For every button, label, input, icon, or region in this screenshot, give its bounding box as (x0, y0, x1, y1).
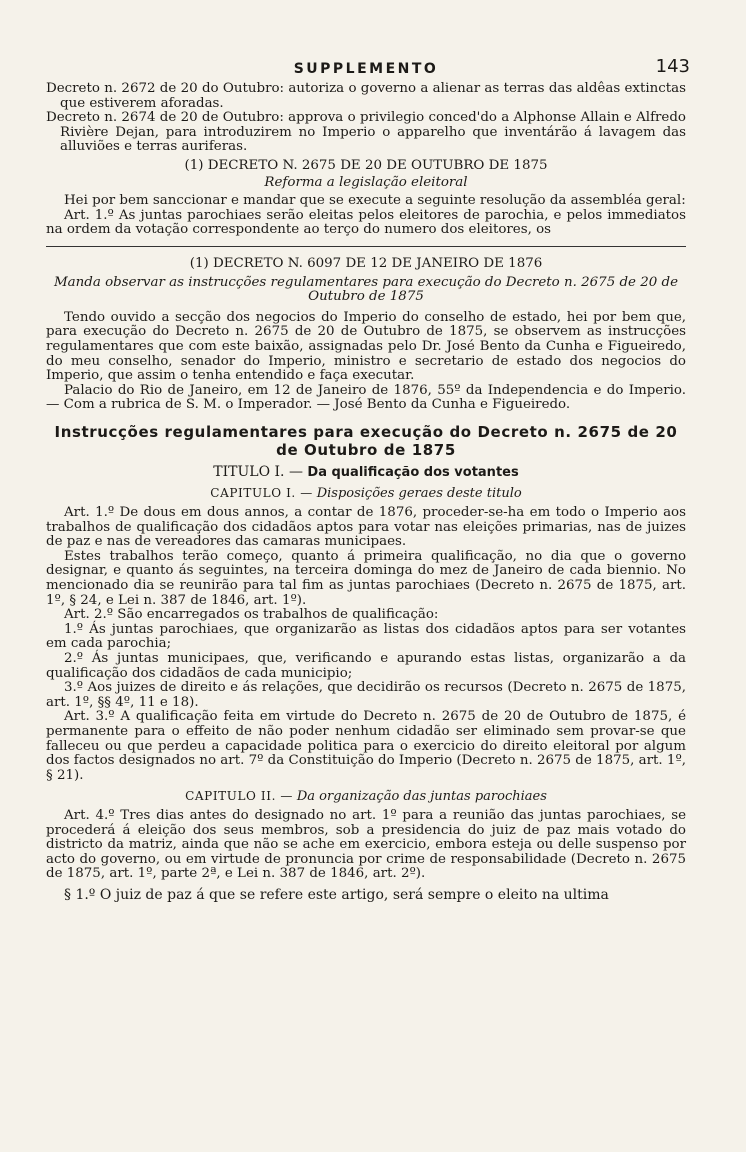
art-3: Art. 3.º A qualificação feita em virtude do Decreto n. 2675 de 20 de Outubro de 1875, é permanente para o effeito de não poder nenhum cidadão ser eliminado sem provar-se que falleceu ou que perdeu a capacidade politica para o exercicio do direito eleitoral por algum dos factos designados no art. 7º da Constituição do Imperio (Decreto n. 2675 de 1875, art. 1º, § 21). (46, 709, 686, 783)
decree-entry-2672: Decreto n. 2672 de 20 do Outubro: autoriza o governo a alienar as terras das aldêas extinctas que estiverem aforadas. (46, 81, 686, 111)
art-2: Art. 2.º São encarregados os trabalhos de qualificação: (64, 607, 439, 623)
titulo-1-label: TITULO I. — (213, 463, 303, 480)
titulo-1-text: Da qualificação dos votantes (307, 464, 519, 480)
art-2-item-3: 3.º Aos juizes de direito e ás relações, que decidirão os recursos (Decreto n. 2675 de 1875, art. 1º, §§ 4º, 11 e 18). (46, 680, 686, 710)
capitulo-2-text: Da organização das juntas parochiaes (296, 789, 547, 805)
titulo-1 (46, 465, 686, 481)
decree-entry-2674: Decreto n. 2674 de 20 de Outubro: approva o privilegio conced'do a Alphonse Allain e Alfredo Rivière Dejan, para introduzirem no Imperio o apparelho que inventárão á lavagem das alluviões e terras auriferas. (46, 110, 686, 155)
decree-6097-subtitle: Manda observar as instrucções regulamentares para execução do Decreto n. 2675 de 20 de Outubro de 1875 (53, 274, 679, 305)
capitulo-1 (46, 486, 686, 502)
page-header (46, 56, 690, 82)
capitulo-1-text: Disposições geraes deste titulo (316, 486, 522, 502)
decree-6097-body: Tendo ouvido a secção dos negocios do Imperio do conselho de estado, hei por bem que, para execução do Decreto n. 2675 de 20 de Outubro de 1875, se observem as instrucções regulamentares que com este baixão, assignadas pelo Dr. José Bento da Cunha e Figueiredo, do meu conselho, senador do Imperio, ministro e secretario de estado dos negocios do Imperio, que assim o tenha entendido e faça executar. (46, 309, 686, 384)
decree-6097-heading: (1) DECRETO N. 6097 DE 12 DE JANEIRO DE 1876 (189, 255, 543, 271)
art-4-paragraph-1: § 1.º O juiz de paz á que se refere este artigo, será sempre o eleito na ultima (64, 886, 609, 903)
capitulo-1-label: CAPITULO I. — (210, 486, 313, 501)
capitulo-2 (46, 789, 686, 805)
art-1-para-2: Estes trabalhos terão começo, quanto á primeira qualificação, no dia que o governo designar, e quanto ás seguintes, na terceira dominga do mez de Janeiro de cada biennio. No mencionado dia se reunirão para tal fim as juntas parochiaes (Decreto n. 2675 de 1875, art. 1º, § 24, e Lei n. 387 de 1846, art. 1º). (46, 548, 686, 608)
decree-2675-subtitle: Reforma a legislação eleitoral (264, 174, 468, 190)
page-number: 143 (655, 56, 690, 77)
decree-2675-article-1: Art. 1.º As juntas parochiaes serão eleitas pelos eleitores de parochia, e pelos immediatos na ordem da votação correspondente ao terço do numero dos eleitores, os (46, 207, 686, 238)
decree-2675-heading: (1) DECRETO N. 2675 DE 20 DE OUTUBRO DE 1875 (184, 157, 548, 173)
art-2-item-1: 1.º Ás juntas parochiaes, que organizarão as listas dos cidadãos aptos para ser votantes em cada parochia; (46, 621, 686, 652)
instructions-heading: Instrucções regulamentares para execução do Decreto n. 2675 de 20 de Outubro de 1875 (54, 422, 678, 459)
running-title: SUPPLEMENTO (293, 61, 439, 77)
art-2-item-2: 2.º Ás juntas municipaes, que, verificando e apurando estas listas, organizarão a da qualificação dos cidadãos de cada municipio; (46, 651, 686, 681)
art-4: Art. 4.º Tres dias antes do designado no art. 1º para a reunião das juntas parochiaes, se procederá á eleição dos seus membros, sob a presidencia do juiz de paz mais votado do districto da matriz, ainda que não se ache em exercicio, embora esteja ou delle suspenso por acto do governo, ou em virtude de pronuncia por crime de responsabilidade (Decreto n. 2675 de 1875, art. 1º, parte 2ª, e Lei n. 387 de 1846, art. 2º). (46, 807, 686, 882)
art-1: Art. 1.º De dous em dous annos, a contar de 1876, proceder-se-ha em todo o Imperio aos trabalhos de qualificação dos cidadãos aptos para votar nas eleições primarias, nas de juizes de paz e nas de vereadores das camaras municipaes. (46, 505, 686, 550)
decree-6097-signature: Palacio do Rio de Janeiro, em 12 de Janeiro de 1876, 55º da Independencia e do Imperio. — Com a rubrica de S. M. o Imperador. — José Bento da Cunha e Figueiredo. (46, 382, 686, 413)
footnote-divider (46, 246, 686, 247)
decree-2675-preamble: Hei por bem sanccionar e mandar que se execute a seguinte resolução da assembléa geral: (64, 193, 686, 209)
capitulo-2-label: CAPITULO II. — (185, 789, 294, 804)
